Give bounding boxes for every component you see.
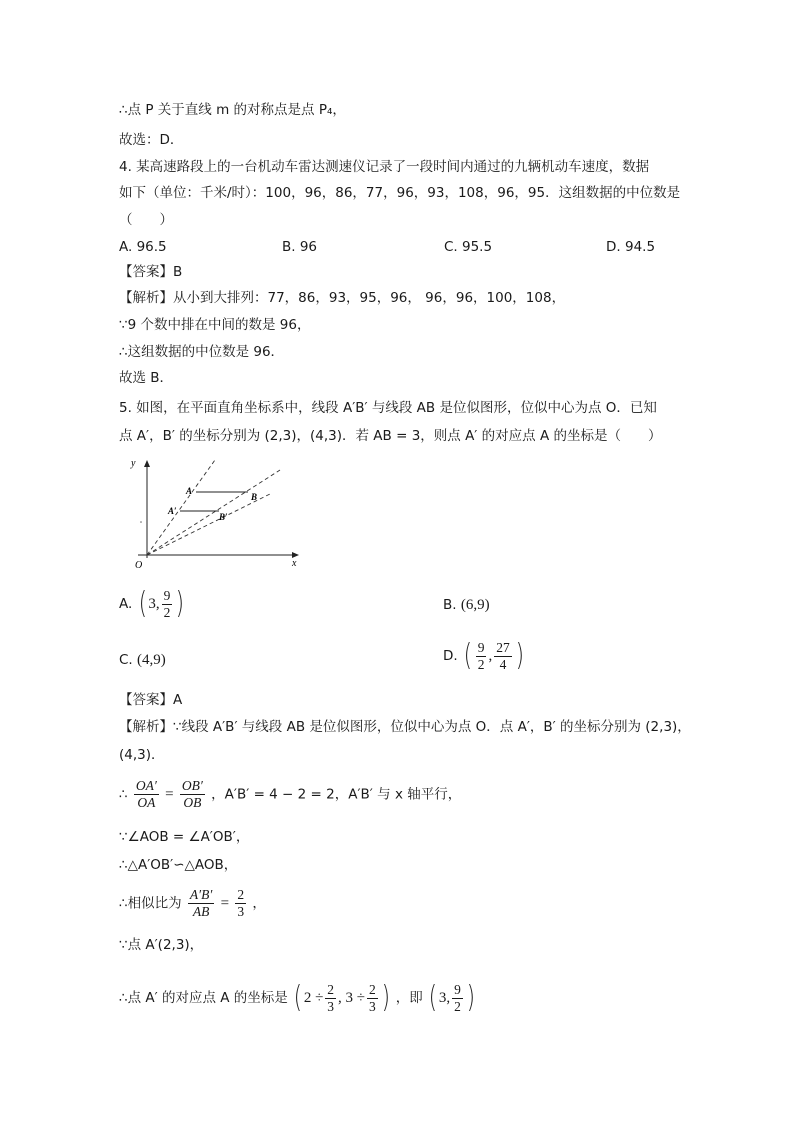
label-a: A <box>186 486 193 496</box>
ray-oa <box>147 460 215 555</box>
q4-analysis-4: 故选 B． <box>119 370 174 386</box>
q4-analysis-1: 【解析】从小到大排列：77，86，93，95，96， 96，96，100，108， <box>119 290 566 306</box>
q4-analysis-3: ∴这组数据的中位数是 96． <box>119 344 285 360</box>
q5-option-b: B. (6,9) <box>443 597 490 613</box>
q5-analysis-8: ∴点 A′ 的对应点 A 的坐标是 ( 2 ÷ $\frac{2}{3}$ , 3 ÷ $\frac{2}{3}$ ) ，即 ( 3, $\frac{9}{2}$ ) <box>119 980 475 1015</box>
q5-stem-line-2: 点 A′，B′ 的坐标分别为 (2,3)，(4,3)．若 AB = 3，则点 A′ 的对应点 A 的坐标是（ ） <box>119 428 662 444</box>
q4-option-a: A. 96.5 <box>119 239 167 255</box>
label-a-prime: A′ <box>168 506 177 516</box>
q5-option-c: C. (4,9) <box>119 652 166 668</box>
q5-analysis-6: ∴相似比为 $\frac{A'B'}{AB}$ = $\frac{2}{3}$ ， <box>119 887 266 919</box>
coordinate-figure <box>120 458 310 573</box>
q5-analysis-4: ∵∠AOB = ∠A′OB′， <box>119 829 250 845</box>
label-y: y <box>131 458 136 469</box>
q4-analysis-2: ∵9 个数中排在中间的数是 96， <box>119 317 311 333</box>
q5-analysis-7: ∵点 A′(2,3)， <box>119 937 204 953</box>
q5-stem-line-1: 5. 如图，在平面直角坐标系中，线段 A′B′ 与线段 AB 是位似图形，位似中心为点 O．已知 <box>119 400 657 416</box>
q5-option-d: D. ( $\frac{9}{2}$ , $\frac{27}{4}$ ) <box>443 638 524 673</box>
q5-option-a: A. ( 3, $\frac{9}{2}$ ) <box>119 586 185 621</box>
q4-option-b: B. 96 <box>282 239 318 255</box>
label-o: O <box>135 560 143 571</box>
label-x: x <box>292 558 297 569</box>
q5-answer: 【答案】A <box>119 692 183 708</box>
label-b-prime: B′ <box>219 512 228 522</box>
prev-line-2: 故选：D． <box>119 132 184 148</box>
q4-stem-line-3: （ ） <box>119 212 173 228</box>
q4-option-d: D. 94.5 <box>606 239 656 255</box>
label-b: B <box>251 492 258 502</box>
q4-option-c: C. 95.5 <box>444 239 493 255</box>
q5-analysis-5: ∴△A′OB′∽△AOB， <box>119 857 238 873</box>
q4-stem-line-1: 4. 某高速路段上的一台机动车雷达测速仪记录了一段时间内通过的九辆机动车速度，数据 <box>119 159 650 175</box>
q4-stem-line-2: 如下（单位：千米/时）：100，96，86，77，96，93，108，96，95．这组数据的中位数是 <box>119 185 681 201</box>
ray-ob-upper <box>147 470 280 555</box>
prev-line-1: ∴点 P 关于直线 m 的对称点是点 P₄， <box>119 102 346 118</box>
ray-ob <box>147 493 272 555</box>
q5-analysis-1: 【解析】∵线段 A′B′ 与线段 AB 是位似图形，位似中心为点 O．点 A′，B′ 的坐标分别为 (2,3)， <box>119 719 691 735</box>
q4-answer: 【答案】B <box>119 264 183 280</box>
q5-analysis-3: ∴ $\frac{OA'}{OA}$ = $\frac{OB'}{OB}$ ，A′B′ = 4 − 2 = 2，A′B′ 与 x 轴平行， <box>119 778 462 810</box>
q5-analysis-2: (4,3)． <box>119 747 165 763</box>
